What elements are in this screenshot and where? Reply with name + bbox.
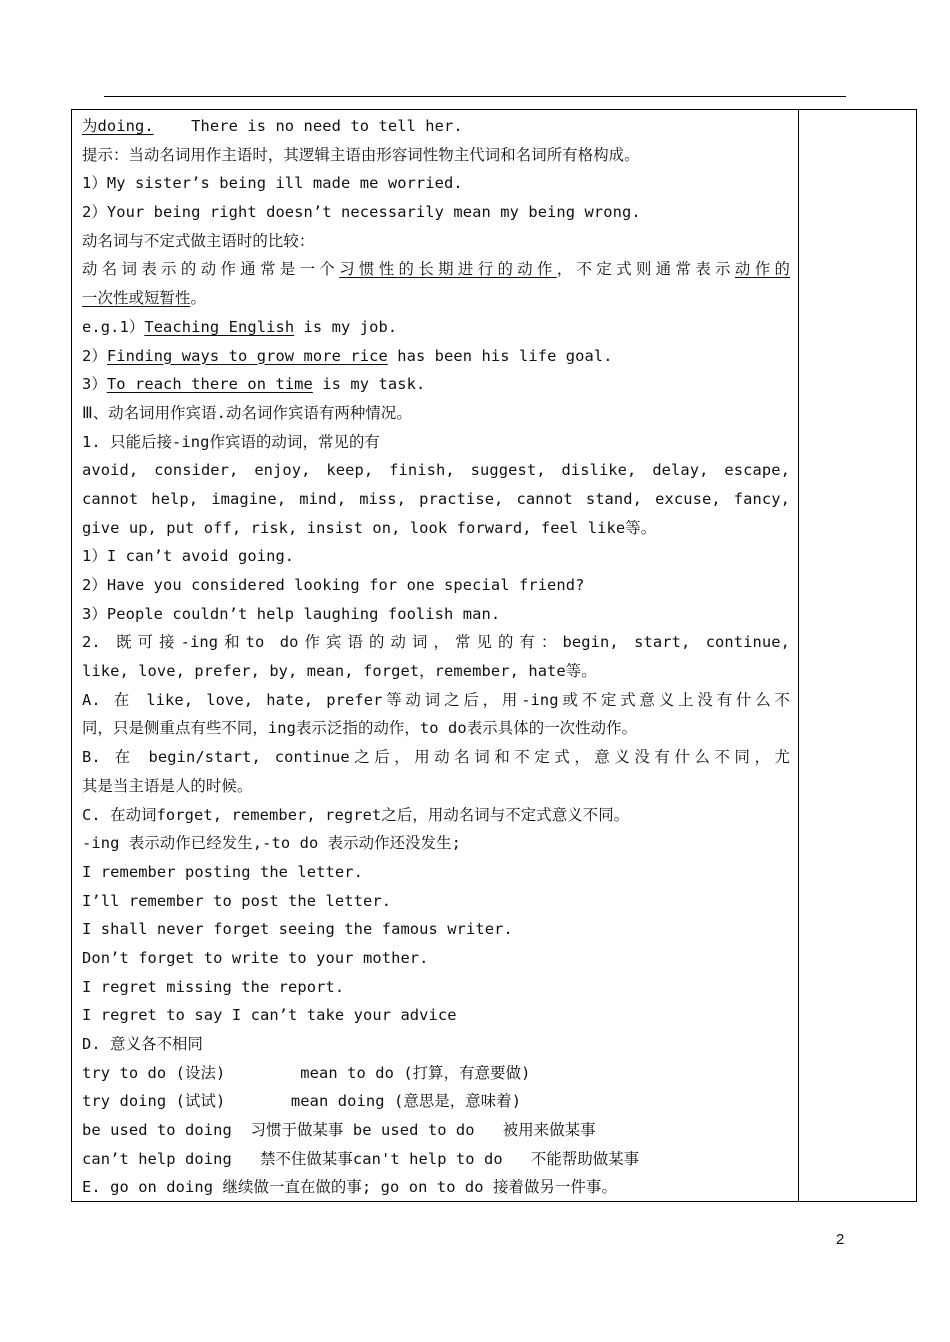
text-segment: I remember posting the letter. [82,862,363,881]
text-segment: 3） [82,375,107,394]
text-line [82,772,790,801]
text-segment: I’ll remember to post the letter. [82,891,392,910]
text-line [82,829,790,858]
text-segment: 1. 只能后接-ing作宾语的动词，常见的有 [82,432,380,451]
text-line [82,169,790,198]
text-segment: is my job. [294,317,398,336]
text-segment: 1）My sister’s being ill made me worried. [82,174,463,193]
text-line [82,628,790,657]
text-line [82,514,790,543]
text-line [82,915,790,944]
text-segment: Don’t forget to write to your mother. [82,948,429,967]
text-line [82,255,790,284]
underlined-text: To reach there on time [106,375,313,394]
text-line [82,112,790,141]
text-segment: e.g.1） [82,317,145,336]
text-segment: 2）Have you considered looking for one special friend? [82,576,585,594]
text-segment: B. 在 begin/start, continue之后，用动名词和不定式，意义没有什么不同，尤 [82,748,790,767]
text-line [82,858,790,887]
text-line [82,456,790,485]
text-segment: E. go on doing 继续做一直在做的事; go on to do 接着做另一件事。 [82,1178,617,1197]
text-line [82,1059,790,1088]
text-segment: ，不定式则通常表示 [556,260,735,279]
text-segment: 1）I can’t avoid going. [82,547,295,566]
text-line [82,1145,790,1174]
page-number: 2 [836,1231,845,1248]
text-segment: 2）Your being right doesn’t necessarily mean my being wrong. [82,203,641,222]
text-segment: There is no need to tell her. [153,117,463,135]
text-segment: 3）People couldn’t help laughing foolish man. [82,604,501,623]
text-line [82,399,790,428]
underlined-text: 一次性或短暂性 [82,289,191,308]
text-line [82,1116,790,1145]
text-line [82,227,790,256]
text-segment: give up, put off, risk, insist on, look forward, feel like等。 [82,518,657,537]
text-line [82,284,790,313]
text-line [82,1001,790,1030]
text-line [82,743,790,772]
text-segment: 2） [82,346,107,365]
text-line [82,1087,790,1116]
text-segment: Ⅲ、动名词用作宾语.动名词作宾语有两种情况。 [82,403,412,422]
underlined-text: Teaching English [144,317,295,336]
text-line [82,944,790,973]
underlined-text: 动作的 [734,260,790,279]
text-segment: D. 意义各不相同 [82,1035,204,1053]
text-segment: cannot help, imagine, mind, miss, practise, cannot stand, excuse, fancy, [82,489,790,508]
text-line [82,801,790,830]
text-segment: 2. 既可接-ing和to do作宾语的动词，常见的有：begin, start, continue, [82,633,790,652]
text-line [82,571,790,600]
text-segment: avoid, consider, enjoy, keep, finish, suggest, dislike, delay, escape, [82,461,790,480]
text-line [82,370,790,399]
text-segment: -ing 表示动作已经发生,-to do 表示动作还没发生; [82,834,461,853]
text-segment: 其是当主语是人的时候。 [82,776,253,795]
text-segment: try to do (设法) mean to do (打算，有意要做) [82,1063,531,1082]
text-line [82,600,790,629]
text-segment: is my task. [312,375,426,394]
text-segment: 。 [190,289,206,308]
text-segment: be used to doing 习惯于做某事 be used to do 被用来做某事 [82,1121,596,1140]
text-line [82,542,790,571]
text-line [82,141,790,170]
header-rule [104,96,846,97]
text-segment: I regret to say I can’t take your advice [82,1006,457,1025]
text-segment: A. 在 like, love, hate, prefer等动词之后，用-ing或不定式意义上没有什么不 [82,690,790,709]
text-line [82,686,790,715]
text-line [82,342,790,371]
text-segment: like, love, prefer, by, mean, forget，remember, hate等。 [82,662,597,681]
table-column-divider [798,109,799,1202]
text-segment: I regret missing the report. [82,977,345,996]
text-segment: 动名词与不定式做主语时的比较： [82,231,315,250]
text-line [82,657,790,686]
underlined-text: 为doing. [82,117,154,135]
text-segment: 提示：当动名词用作主语时，其逻辑主语由形容词性物主代词和名词所有格构成。 [82,145,640,164]
underlined-text: Finding ways to grow more rice [106,346,388,365]
text-segment: 同，只是侧重点有些不同，ing表示泛指的动作，to do表示具体的一次性动作。 [82,719,638,738]
text-line [82,485,790,514]
text-line [82,198,790,227]
text-segment: I shall never forget seeing the famous writer. [82,920,513,939]
text-line [82,428,790,457]
text-line [82,714,790,743]
text-segment: has been his life goal. [387,346,613,365]
text-line [82,313,790,342]
text-line [82,1030,790,1059]
text-segment: 动名词表示的动作通常是一个 [82,260,340,279]
text-line [82,887,790,916]
underlined-text: 习惯性的长期进行的动作 [339,260,557,279]
text-segment: C. 在动词forget, remember, regret之后，用动名词与不定式意义不同。 [82,805,630,824]
main-text-cell [82,112,790,1202]
text-segment: try doing (试试) mean doing (意思是，意味着) [82,1092,522,1111]
text-segment: can’t help doing 禁不住做某事can't help to do 不能帮助做某事 [82,1149,640,1168]
text-line [82,1173,790,1202]
text-line [82,973,790,1002]
